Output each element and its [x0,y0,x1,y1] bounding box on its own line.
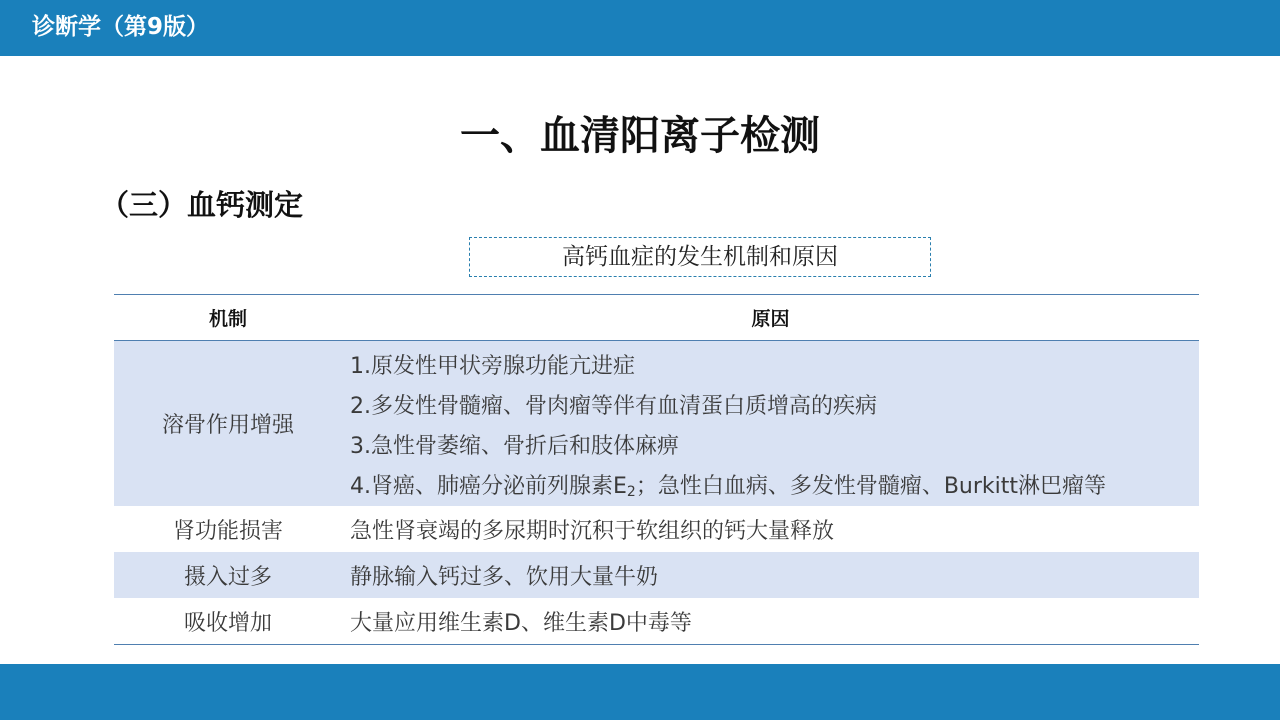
cause-cell: 大量应用维生素D、维生素D中毒等 [350,610,692,636]
subscript: 2 [626,484,636,500]
mechanism-cell: 摄入过多 [183,564,272,590]
bottom-bar [0,664,1280,720]
section-title: （三）血钙测定 [100,188,304,222]
table-row [114,552,1199,598]
cause-line [350,467,1199,507]
main-title: 一、血清阳离子检测 [460,113,820,159]
cause-cell [342,341,1199,506]
cause-line: 1.原发性甲状旁腺功能亢进症 [350,354,635,379]
cause-cell: 静脉输入钙过多、饮用大量牛奶 [350,564,659,590]
cause-cell: 急性肾衰竭的多尿期时沉积于软组织的钙大量释放 [350,518,835,544]
column-header-cause: 原因 [751,308,790,330]
column-header-mechanism: 机制 [208,308,247,330]
mechanism-cell: 肾功能损害 [172,518,283,544]
book-title: 诊断学（第9版） [32,14,210,40]
cause-text: 4.肾癌、肺癌分泌前列腺素E [350,474,627,499]
hypercalcemia-table [114,294,1199,645]
table-row [114,598,1199,644]
mechanism-cell: 溶骨作用增强 [161,413,294,438]
cause-line: 3.急性骨萎缩、骨折后和肢体麻痹 [350,434,679,459]
table-row [114,341,1199,506]
cause-line: 2.多发性骨髓瘤、骨肉瘤等伴有血清蛋白质增高的疾病 [350,394,877,419]
top-bar [0,0,1280,56]
table-row [114,506,1199,552]
mechanism-cell: 吸收增加 [183,610,272,636]
cause-text: ；急性白血病、多发性骨髓瘤、Burkitt淋巴瘤等 [635,474,1107,499]
table-header-row [114,295,1199,341]
table-caption: 高钙血症的发生机制和原因 [469,237,931,277]
